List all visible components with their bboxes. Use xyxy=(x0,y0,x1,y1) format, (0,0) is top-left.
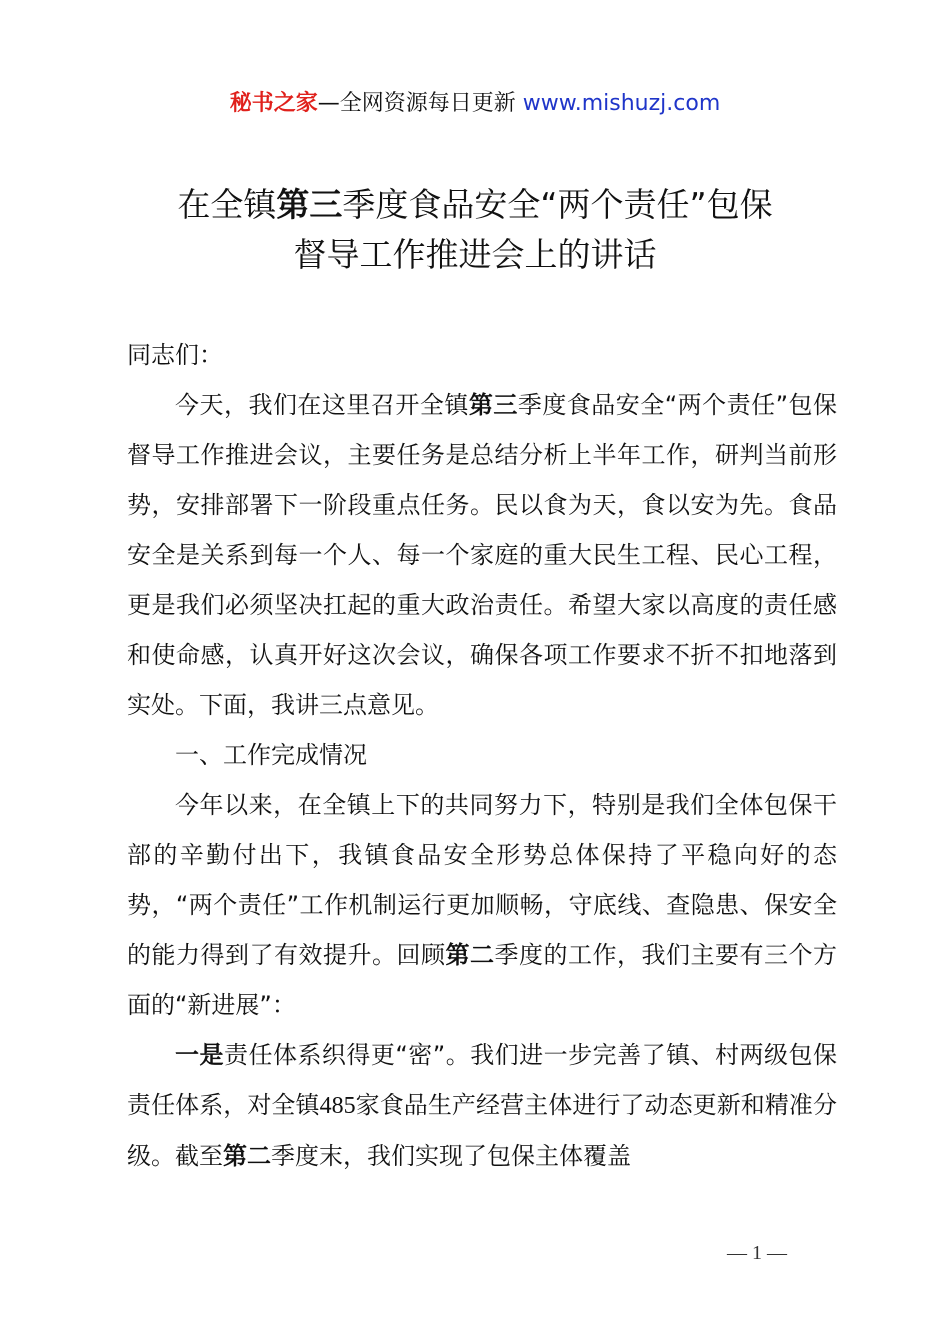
text-run: 季度食品安全“两个责任”包保督导工作推进会议，主要任务是总结分析上半年工作，研判当前形势，安排部署下一阶段重点任务。民以食为天，食以安为先。食品安全是关系到每一个人、每一个家庭的重大民生工程、民心工程，更是我们必须坚决扛起的重大政治责任。希望大家以高度的责任感和使命感，认真开好这次会议，确保各项工作要求不折不扣地落到实处。下面，我讲三点意见。 xyxy=(127,391,838,719)
text-run: 今年以来，在全镇上下的共同努力下，特别是我们全体包保干部的辛勤付出下，我镇食品安全形势总体保持了平稳向好的态势，“两个责任”工作机制运行更加顺畅，守底线、查隐患、保安全的能力得到了有效提升。回顾 xyxy=(127,791,837,969)
salutation: 同志们： xyxy=(127,341,223,369)
site-banner xyxy=(0,88,950,120)
paragraph-progress xyxy=(127,780,837,1030)
paragraph-opening xyxy=(127,380,837,730)
point-lead: 一是 xyxy=(175,1041,224,1069)
section-heading-1: 一、工作完成情况 xyxy=(175,741,367,769)
text-run: 家食品生产经营主体进行了动态更新和精准分级。截至 xyxy=(127,1091,838,1170)
entity-count: 485 xyxy=(319,1093,356,1119)
document-body xyxy=(127,330,837,1181)
brand-name: 秘书之家 xyxy=(229,91,318,116)
text-emphasis: 第二 xyxy=(223,1142,271,1170)
text-run: 责任体系织得更“密”。我们进一步完善了镇、村两级包保责任体系，对全镇 xyxy=(127,1041,838,1119)
title-line-1 xyxy=(0,180,950,230)
text-run: 季度末，我们实现了包保主体覆盖 xyxy=(271,1142,631,1170)
text-run: 今天，我们在这里召开全镇 xyxy=(175,391,469,419)
text-emphasis: 第二 xyxy=(445,941,495,969)
text-emphasis: 第三 xyxy=(468,391,518,419)
banner-slogan: —全网资源每日更新 xyxy=(317,91,523,116)
title-part: 在全镇 xyxy=(177,185,277,224)
title-line-2: 督导工作推进会上的讲话 xyxy=(293,235,657,274)
paragraph-point-1 xyxy=(127,1030,837,1181)
page-number: — 1 — xyxy=(727,1242,787,1264)
document-title xyxy=(0,180,950,280)
title-part: 季度食品安全“两个责任”包保 xyxy=(342,185,773,224)
title-emphasis: 第三 xyxy=(276,185,343,224)
text-run: 季度的工作，我们主要有三个方面的“新进展”： xyxy=(127,941,837,1019)
banner-url-link[interactable]: www.mishuzj.com xyxy=(522,91,721,116)
